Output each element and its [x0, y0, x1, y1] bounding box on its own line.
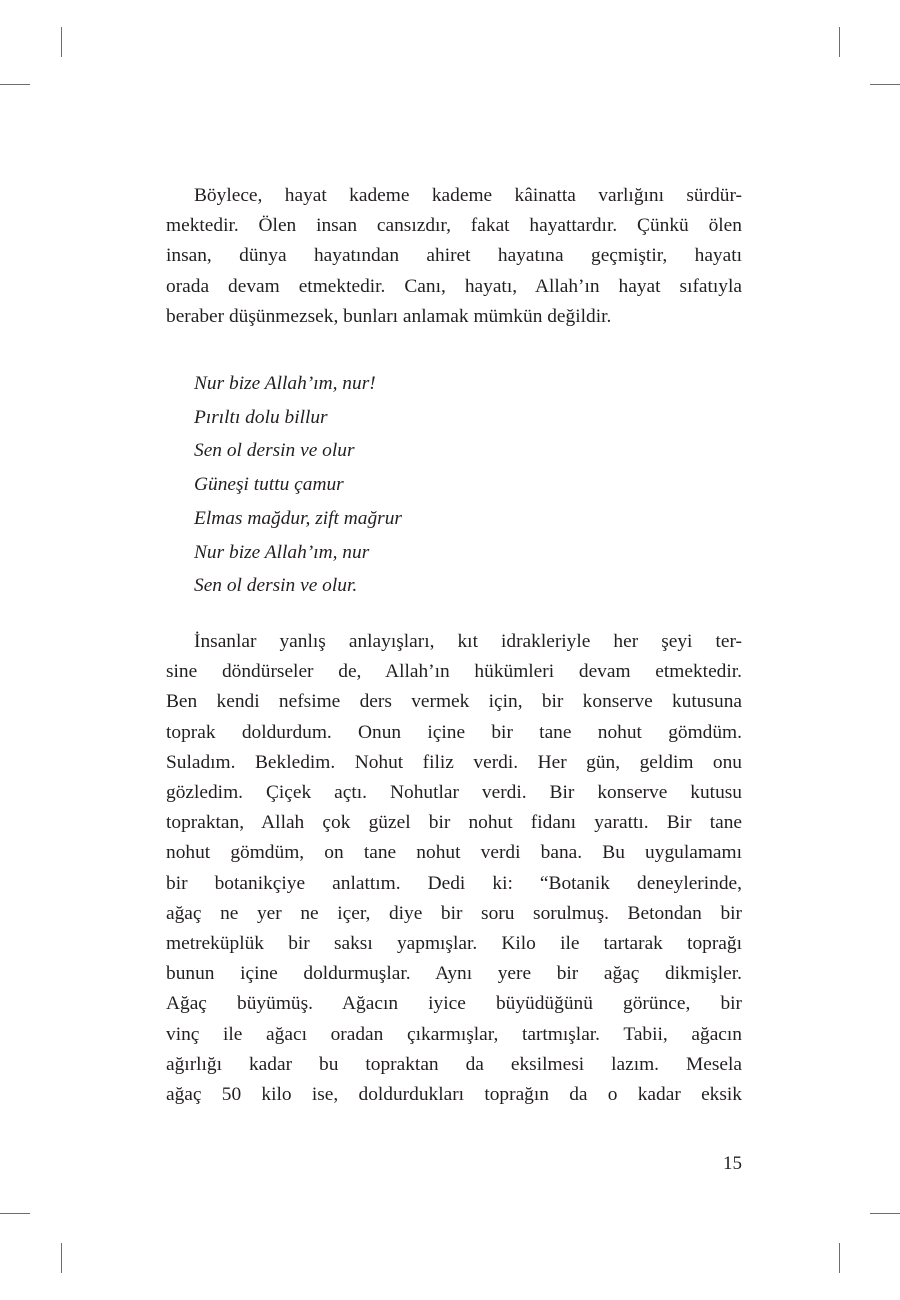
paragraph-line: bunun içine doldurmuşlar. Aynı yere bir ağaç dikmişler. — [166, 963, 742, 985]
poem-verse: Pırıltı dolu billur — [194, 406, 328, 428]
paragraph-line: ağırlığı kadar bu topraktan da eksilmesi lazım. Mesela — [166, 1053, 742, 1075]
paragraph-line: beraber düşünmezsek, bunları anlamak mümkün değildir. — [166, 305, 612, 327]
paragraph-line: topraktan, Allah çok güzel bir nohut fidanı yarattı. Bir tane — [166, 812, 742, 834]
crop-mark-top-right-vertical — [839, 27, 840, 57]
poem-verse: Elmas mağdur, zift mağrur — [194, 507, 402, 529]
paragraph-line: ağaç ne yer ne içer, diye bir soru sorulmuş. Betondan bir — [166, 902, 742, 924]
paragraph-line: bir botanikçiye anlattım. Dedi ki: “Botanik deneylerinde, — [166, 872, 742, 894]
paragraph-line: nohut gömdüm, on tane nohut verdi bana. Bu uygulamamı — [166, 842, 742, 864]
poem-verse: Güneşi tuttu çamur — [194, 474, 344, 496]
paragraph-1 — [166, 181, 742, 332]
paragraph-line: gözledim. Çiçek açtı. Nohutlar verdi. Bir konserve kutusu — [166, 782, 742, 804]
paragraph-line: mektedir. Ölen insan cansızdır, fakat hayattardır. Çünkü ölen — [166, 215, 742, 237]
crop-mark-bottom-right-vertical — [839, 1243, 840, 1273]
poem-verse: Nur bize Allah’ım, nur! — [194, 373, 376, 394]
poem-verse: Sen ol dersin ve olur — [194, 440, 355, 462]
paragraph-line: Ağaç büyümüş. Ağacın iyice büyüdüğünü görünce, bir — [166, 993, 742, 1015]
paragraph-2 — [166, 627, 742, 1110]
paragraph-line: sine döndürseler de, Allah’ın hükümleri devam etmektedir. — [166, 661, 742, 683]
paragraph-line: Ben kendi nefsime ders vermek için, bir konserve kutusuna — [166, 691, 742, 713]
paragraph-line: insan, dünya hayatından ahiret hayatına geçmiştir, hayatı — [166, 245, 742, 267]
paragraph-line: İnsanlar yanlış anlayışları, kıt idrakleriyle her şeyi ter- — [194, 631, 742, 652]
paragraph-line: toprak doldurdum. Onun içine bir tane nohut gömdüm. — [166, 721, 742, 743]
crop-mark-bottom-left-vertical — [61, 1243, 62, 1273]
poem-verse: Nur bize Allah’ım, nur — [194, 541, 370, 563]
paragraph-line: ağaç 50 kilo ise, doldurdukları toprağın da o kadar eksik — [166, 1084, 742, 1106]
crop-mark-bottom-left-horizontal — [0, 1213, 30, 1214]
paragraph-line: metreküplük bir saksı yapmışlar. Kilo ile tartarak toprağı — [166, 933, 742, 955]
crop-mark-top-left-vertical — [61, 27, 62, 57]
page-number: 15 — [723, 1153, 742, 1174]
crop-mark-bottom-right-horizontal — [870, 1213, 900, 1214]
paragraph-line: Suladım. Bekledim. Nohut filiz verdi. Her gün, geldim onu — [166, 751, 742, 773]
paragraph-line: Böylece, hayat kademe kademe kâinatta varlığını sürdür- — [194, 185, 742, 206]
poem-verse: Sen ol dersin ve olur. — [194, 575, 358, 597]
paragraph-line: orada devam etmektedir. Canı, hayatı, Allah’ın hayat sıfatıyla — [166, 275, 742, 297]
paragraph-line: vinç ile ağacı oradan çıkarmışlar, tartmışlar. Tabii, ağacın — [166, 1023, 742, 1045]
crop-mark-top-right-horizontal — [870, 84, 900, 85]
crop-mark-top-left-horizontal — [0, 84, 30, 85]
poem — [194, 367, 402, 603]
